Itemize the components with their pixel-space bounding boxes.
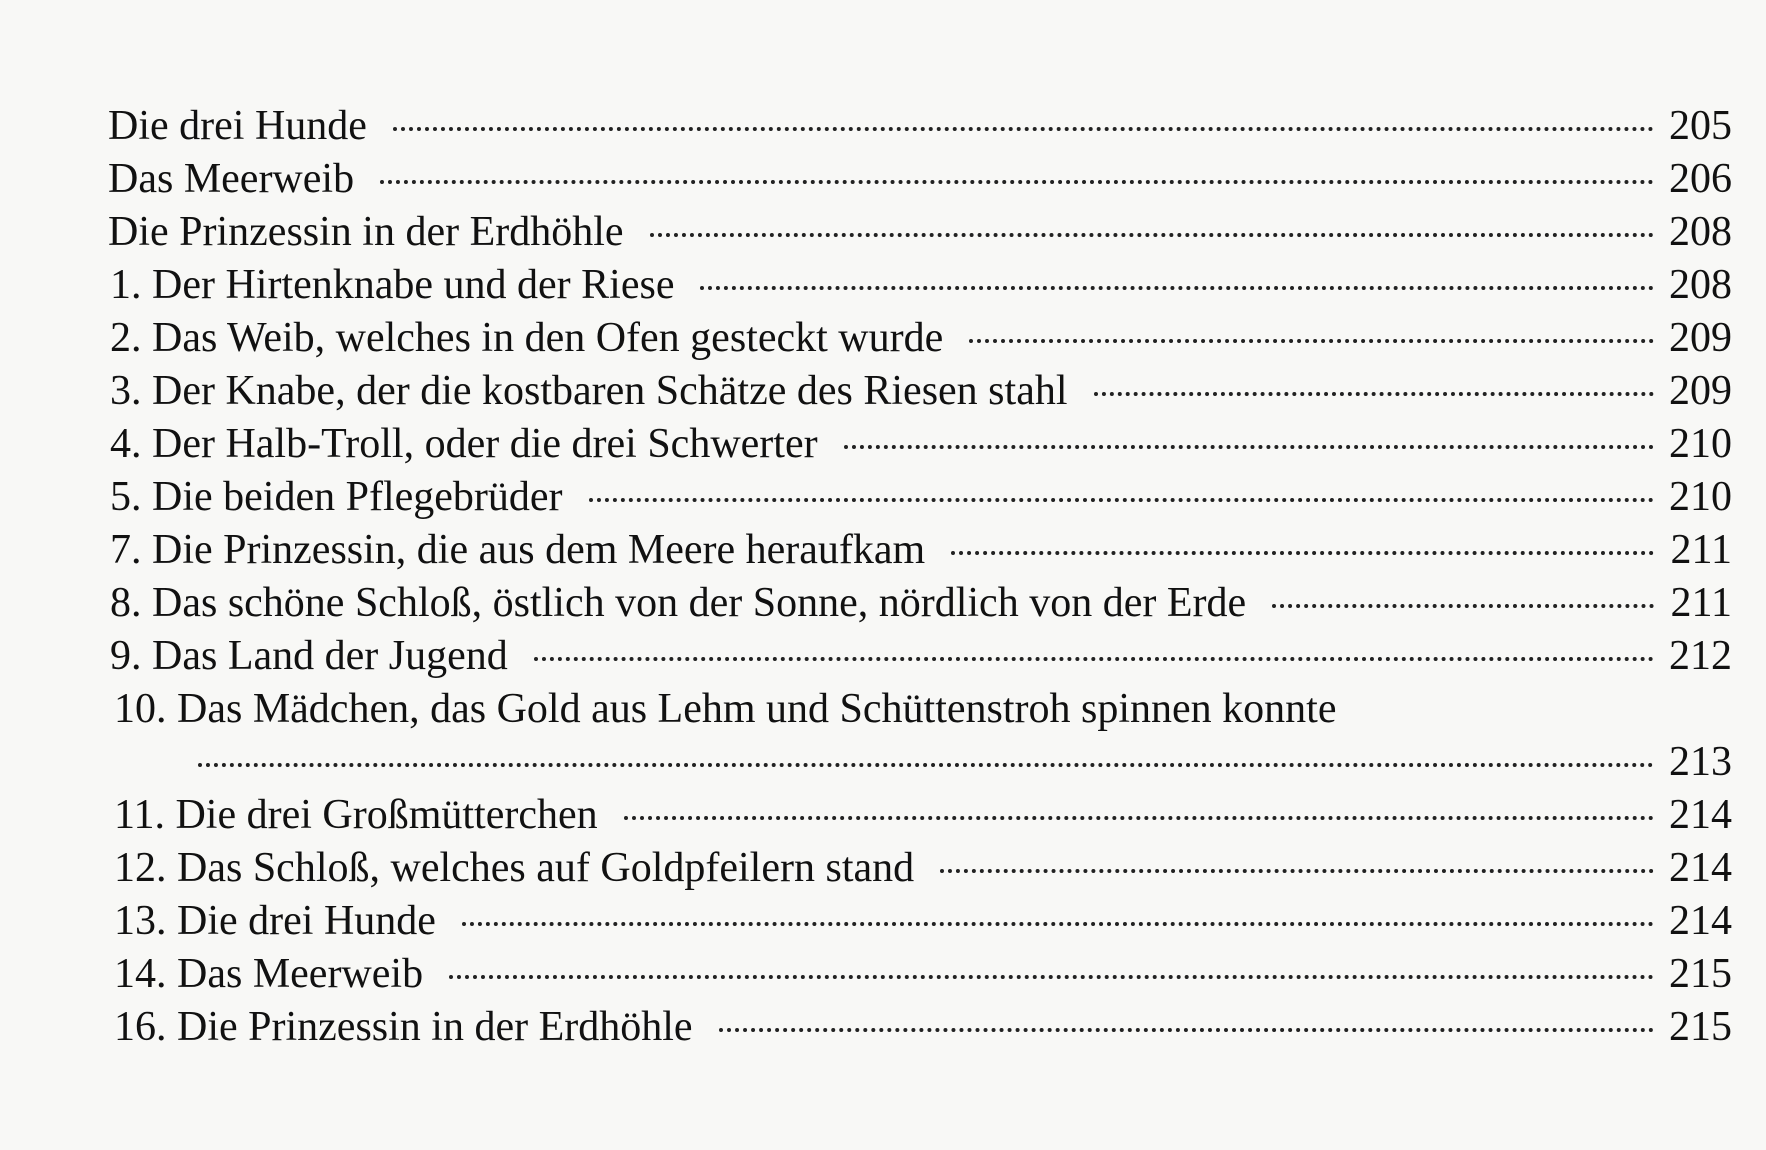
dot-leader bbox=[650, 233, 1654, 237]
toc-entry-page: 213 bbox=[1669, 739, 1732, 785]
toc-entry-title: 10. Das Mädchen, das Gold aus Lehm und Schüttenstroh spinnen konnte bbox=[114, 686, 1337, 732]
toc-entry-continuation bbox=[198, 736, 1732, 789]
toc-entry-title: 11. Die drei Großmütterchen bbox=[114, 792, 598, 838]
toc-entry-page: 212 bbox=[1669, 633, 1732, 679]
dot-leader bbox=[969, 339, 1654, 343]
dot-leader bbox=[951, 551, 1654, 555]
toc-entry-page: 209 bbox=[1669, 315, 1732, 361]
toc-entry-title: 16. Die Prinzessin in der Erdhöhle bbox=[114, 1004, 693, 1050]
toc-entry-page: 209 bbox=[1669, 368, 1732, 414]
toc-entry-title: Die drei Hunde bbox=[108, 103, 367, 149]
toc-entry bbox=[114, 948, 1732, 1001]
dot-leader bbox=[1272, 604, 1654, 608]
toc-entry bbox=[110, 312, 1732, 365]
toc-entry-title: 14. Das Meerweib bbox=[114, 951, 424, 997]
toc-entry-page: 211 bbox=[1670, 580, 1732, 626]
toc-entry-title: Die Prinzessin in der Erdhöhle bbox=[108, 209, 624, 255]
toc-entry-title: 2. Das Weib, welches in den Ofen gesteckt wurde bbox=[110, 315, 944, 361]
toc-entry-page: 205 bbox=[1669, 103, 1732, 149]
toc-entry bbox=[110, 630, 1732, 683]
toc-entry-title: 13. Die drei Hunde bbox=[114, 898, 436, 944]
dot-leader bbox=[393, 127, 1654, 131]
toc-entry-page: 206 bbox=[1669, 156, 1732, 202]
table-of-contents bbox=[0, 100, 1766, 1054]
dot-leader bbox=[198, 763, 1654, 767]
toc-entry bbox=[110, 259, 1732, 312]
toc-entry bbox=[108, 206, 1732, 259]
toc-entry bbox=[108, 153, 1732, 206]
toc-entry bbox=[114, 895, 1732, 948]
toc-entry-page: 214 bbox=[1669, 845, 1732, 891]
dot-leader bbox=[534, 657, 1654, 661]
toc-entry bbox=[114, 683, 1732, 736]
toc-entry-page: 215 bbox=[1669, 1004, 1732, 1050]
toc-entry bbox=[110, 471, 1732, 524]
dot-leader bbox=[700, 286, 1654, 290]
toc-entry-page: 214 bbox=[1669, 898, 1732, 944]
dot-leader bbox=[940, 869, 1654, 873]
toc-entry-title: 12. Das Schloß, welches auf Goldpfeilern stand bbox=[114, 845, 915, 891]
dot-leader bbox=[719, 1028, 1654, 1032]
toc-entry-title: 9. Das Land der Jugend bbox=[110, 633, 508, 679]
toc-entry bbox=[114, 1001, 1732, 1054]
dot-leader bbox=[462, 922, 1654, 926]
toc-entry-title: 4. Der Halb-Troll, oder die drei Schwerter bbox=[110, 421, 818, 467]
toc-entry bbox=[108, 100, 1732, 153]
toc-entry-title: 7. Die Prinzessin, die aus dem Meere heraufkam bbox=[110, 527, 926, 573]
dot-leader bbox=[1094, 392, 1654, 396]
dot-leader bbox=[624, 816, 1654, 820]
toc-entry bbox=[110, 365, 1732, 418]
toc-entry-page: 208 bbox=[1669, 209, 1732, 255]
toc-entry-title: 1. Der Hirtenknabe und der Riese bbox=[110, 262, 675, 308]
dot-leader bbox=[449, 975, 1654, 979]
dot-leader bbox=[844, 445, 1654, 449]
dot-leader bbox=[380, 180, 1654, 184]
toc-entry-title: 5. Die beiden Pflegebrüder bbox=[110, 474, 563, 520]
toc-entry-title: 3. Der Knabe, der die kostbaren Schätze des Riesen stahl bbox=[110, 368, 1068, 414]
toc-entry-title: 8. Das schöne Schloß, östlich von der Sonne, nördlich von der Erde bbox=[110, 580, 1247, 626]
toc-entry bbox=[110, 577, 1732, 630]
toc-entry-page: 211 bbox=[1670, 527, 1732, 573]
toc-entry bbox=[114, 842, 1732, 895]
toc-entry-page: 210 bbox=[1669, 474, 1732, 520]
toc-entry-page: 214 bbox=[1669, 792, 1732, 838]
toc-entry-page: 208 bbox=[1669, 262, 1732, 308]
toc-entry bbox=[110, 418, 1732, 471]
toc-entry bbox=[114, 789, 1732, 842]
toc-entry-title: Das Meerweib bbox=[108, 156, 355, 202]
toc-entry bbox=[110, 524, 1732, 577]
toc-entry-page: 210 bbox=[1669, 421, 1732, 467]
toc-entry-page: 215 bbox=[1669, 951, 1732, 997]
dot-leader bbox=[589, 498, 1654, 502]
